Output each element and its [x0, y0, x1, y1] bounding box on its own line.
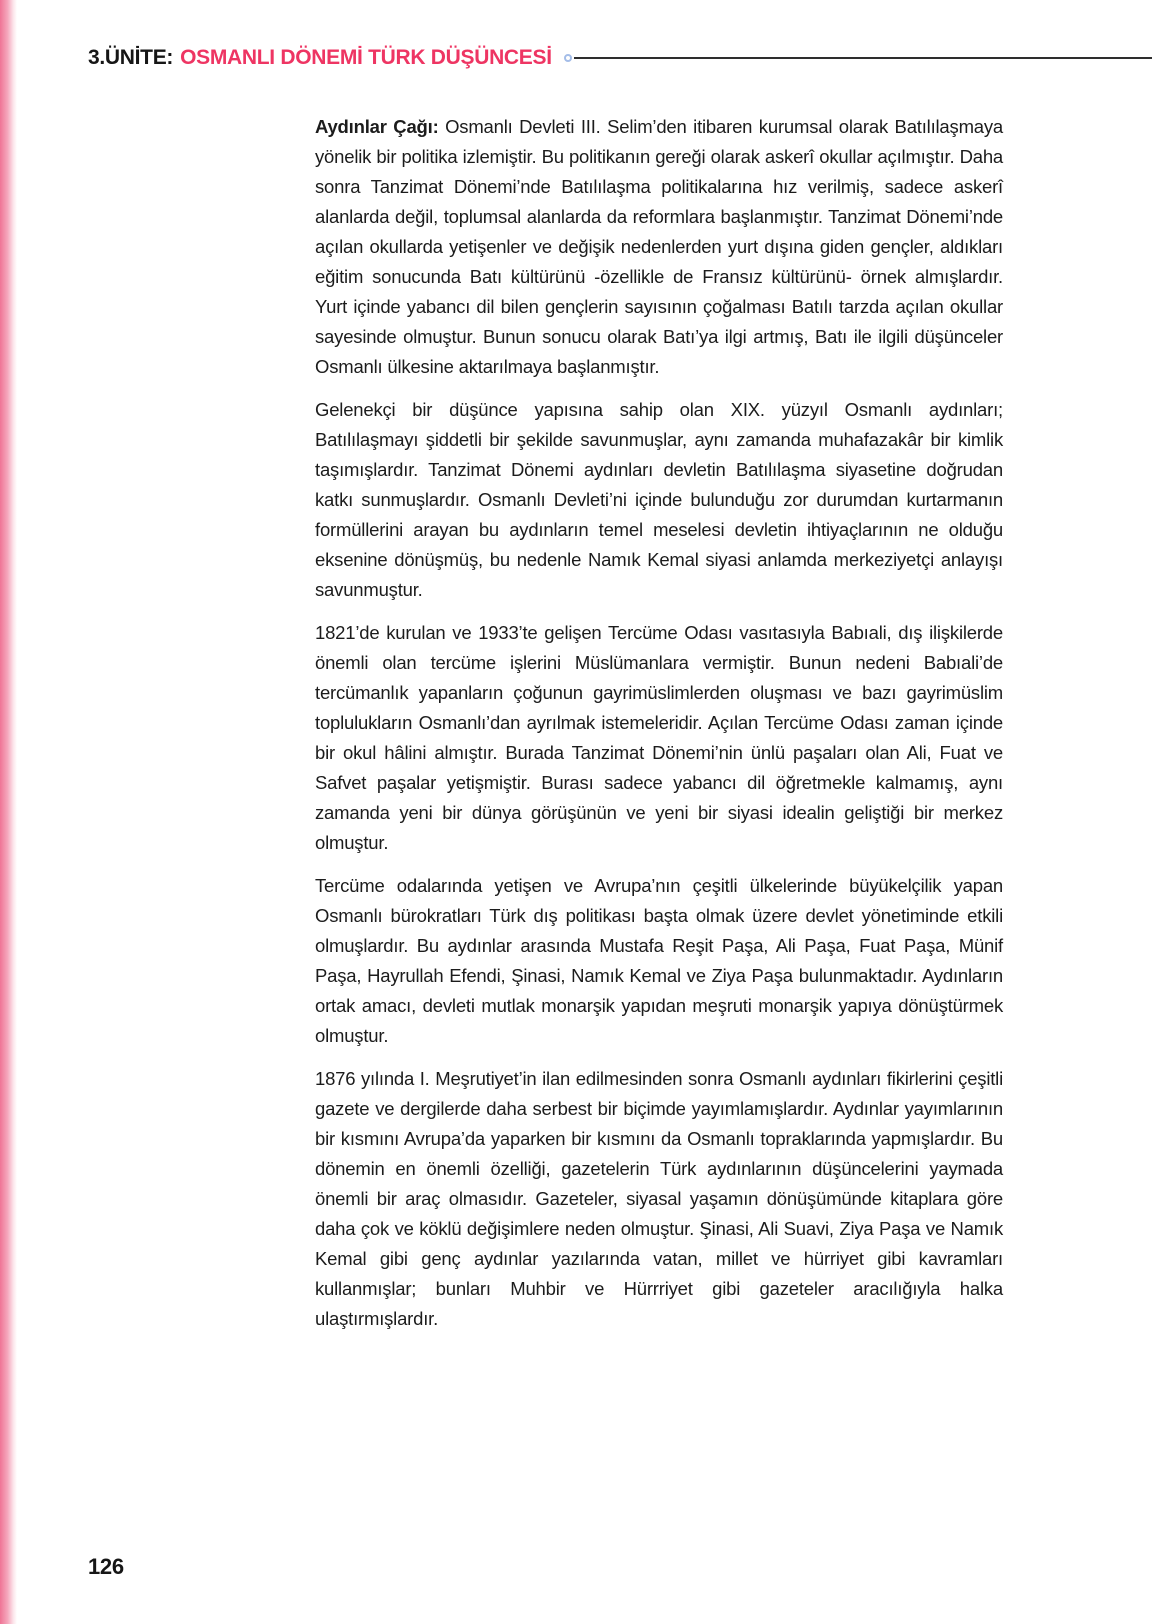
paragraph-aydinlar-cagi — [315, 112, 1003, 382]
paragraph-text: 1821’de kurulan ve 1933’te gelişen Tercüme Odası vasıtasıyla Babıali, dış ilişkilerde önemli olan tercüme işlerini Müslümanlara vermiştir. Bunun nedeni Babıali’de tercümanlık yapanların çoğunun gayrimüslimlerden oluşması ve bazı gayrimüslim toplulukların Osmanlı’dan ayrılmak istemeleridir. Açılan Tercüme Odası zaman içinde bir okul hâlini almıştır. Burada Tanzimat Dönemi’nin ünlü paşaları olan Ali, Fuat ve Safvet paşalar yetişmiştir. Burası sadece yabancı dil öğretmekle kalmamış, aynı zamanda yeni bir dünya görüşünün ve yeni bir siyasi idealin geliştiği bir merkez olmuştur. — [315, 622, 1003, 853]
paragraph-text: 1876 yılında I. Meşrutiyet’in ilan edilmesinden sonra Osmanlı aydınları fikirlerini çeşitli gazete ve dergilerde daha serbest bir biçimde yayımlamışlardır. Aydınlar yayımlarının bir kısmını Avrupa’da yaparken bir kısmını da Osmanlı topraklarında yapmışlardır. Bu dönemin en önemli özelliği, gazetelerin Türk aydınlarının düşüncelerini yaymada önemli bir araç olmasıdır. Gazeteler, siyasal yaşamın dönüşümünde kitaplara göre daha çok ve köklü değişimlere neden olmuştur. Şinasi, Ali Suavi, Ziya Paşa ve Namık Kemal gibi genç aydınlar yazılarında vatan, millet ve hürriyet gibi kavramları kullanmışlar; bunları Muhbir ve Hürrriyet gibi gazeteler aracılığıyla halka ulaştırmışlardır. — [315, 1068, 1003, 1329]
unit-title: OSMANLI DÖNEMİ TÜRK DÜŞÜNCESİ — [180, 46, 552, 69]
page-number: 126 — [88, 1554, 124, 1579]
body-text-column — [315, 112, 1003, 1347]
circle-bullet-icon — [564, 54, 572, 62]
paragraph-lead-label: Aydınlar Çağı: — [315, 116, 439, 137]
paragraph-text: Tercüme odalarında yetişen ve Avrupa’nın çeşitli ülkelerinde büyükelçilik yapan Osmanlı bürokratları Türk dış politikası başta olmak üzere devlet yönetiminde etkili olmuşlardır. Bu aydınlar arasında Mustafa Reşit Paşa, Ali Paşa, Fuat Paşa, Münif Paşa, Hayrullah Efendi, Şinasi, Namık Kemal ve Ziya Paşa bulunmaktadır. Aydınların ortak amacı, devleti mutlak monarşik yapıdan meşruti monarşik yapıya dönüştürmek olmuştur. — [315, 875, 1003, 1046]
paragraph-tercume-odasi — [315, 618, 1003, 858]
unit-header — [88, 46, 1152, 70]
unit-number-label: 3.ÜNİTE: — [88, 46, 174, 69]
paragraph-osmanli-burokratlari — [315, 871, 1003, 1051]
paragraph-text: Osmanlı Devleti III. Selim’den itibaren kurumsal olarak Batılılaşmaya yönelik bir politika izlemiştir. Bu politikanın gereği olarak askerî okullar açılmıştır. Daha sonra Tanzimat Dönemi’nde Batılılaşma politikalarına hız verilmiş, sadece askerî alanlarda değil, toplumsal alanlarda da reformlara başlanmıştır. Tanzimat Dönemi’nde açılan okullarda yetişenler ve değişik nedenlerden yurt dışına giden gençler, aldıkları eğitim sonucunda Batı kültürünü -özellikle de Fransız kültürünü- örnek almışlardır. Yurt içinde yabancı dil bilen gençlerin sayısının çoğalması Batılı tarzda açılan okullar sayesinde olmuştur. Bunun sonucu olarak Batı’ya ilgi artmış, Batı ile ilgili düşünceler Osmanlı ülkesine aktarılmaya başlanmıştır. — [315, 116, 1004, 377]
header-rule-line — [574, 57, 1152, 60]
paragraph-gelenekci-dusunce — [315, 395, 1003, 605]
paragraph-mesrutiyet-gazeteler — [315, 1064, 1003, 1334]
page-edge-gradient-bar — [0, 0, 17, 1624]
paragraph-text: Gelenekçi bir düşünce yapısına sahip olan XIX. yüzyıl Osmanlı aydınları; Batılılaşmayı şiddetli bir şekilde savunmuşlar, aynı zamanda muhafazakâr bir kimlik taşımışlardır. Tanzimat Dönemi aydınları devletin Batılılaşma siyasetine doğrudan katkı sunmuşlardır. Osmanlı Devleti’ni içinde bulunduğu zor durumdan kurtarmanın formüllerini arayan bu aydınların temel meselesi devletin ihtiyaçlarının ne olduğu eksenine dönüşmüş, bu nedenle Namık Kemal siyasi anlamda merkeziyetçi anlayışı savunmuştur. — [315, 399, 1003, 600]
